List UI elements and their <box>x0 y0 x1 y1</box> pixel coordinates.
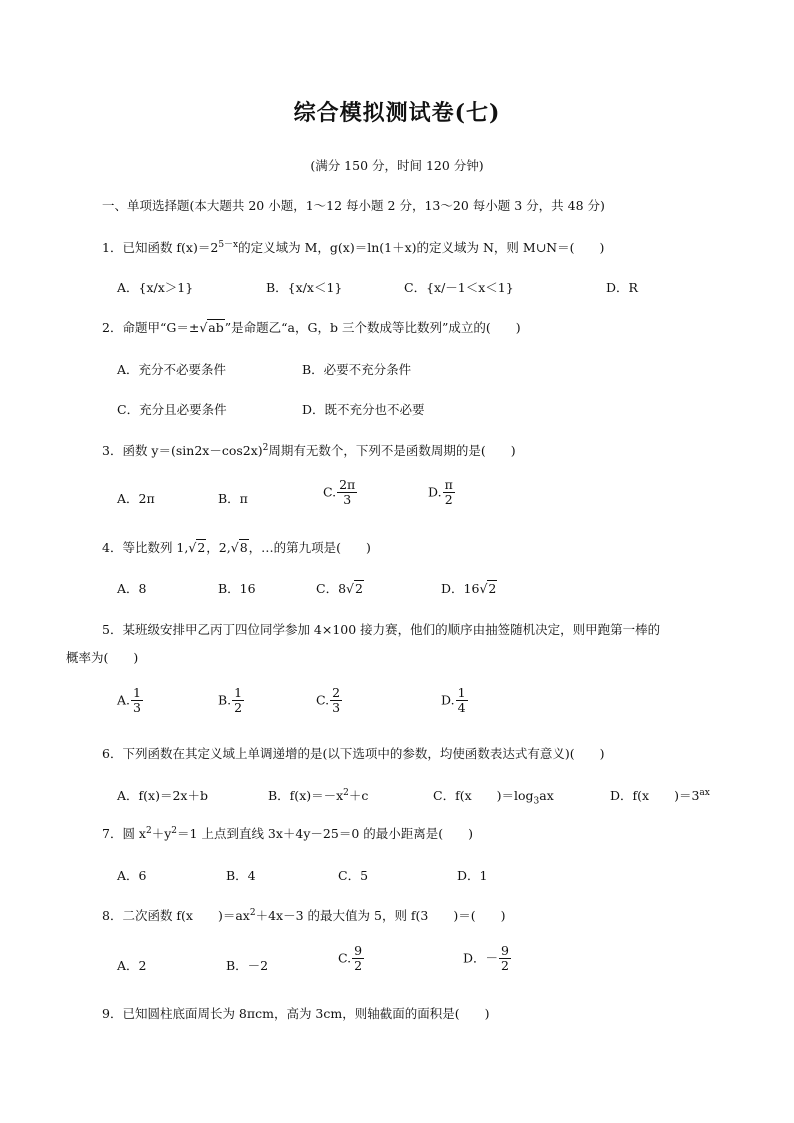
question-2-option-a: A．充分不必要条件 <box>117 362 227 377</box>
question-2-option-c: C．充分且必要条件 <box>117 402 227 417</box>
fraction: $\frac{2}{3}$ <box>332 685 341 716</box>
section-heading: 一、单项选择题(本大题共 20 小题，1～12 每小题 2 分，13～20 每小题 3 分，共 48 分) <box>102 198 605 213</box>
question-7-option-c: C．5 <box>338 868 369 883</box>
fraction: $\frac{1}{3}$ <box>133 685 141 716</box>
question-5-option-a: A. $\frac{1}{3}$ <box>117 685 141 716</box>
fraction: $\frac{9}{2}$ <box>354 943 363 974</box>
fraction: $\frac{9}{2}$ <box>501 943 509 974</box>
question-1-option-c: C．{x/－1＜x＜1} <box>404 280 514 295</box>
question-5-option-d: D. $\frac{1}{4}$ <box>441 685 466 716</box>
question-8-option-a: A．2 <box>117 958 147 973</box>
question-1-option-a: A．{x/x＞1} <box>117 280 194 295</box>
question-3-stem: 3．函数 $y=(\sin 2x-\cos 2x)^2$周期有无数个，下列不是函数周期的是( ) <box>102 442 516 458</box>
question-8-option-d: D．－ $\frac{9}{2}$ <box>463 943 509 974</box>
question-6-option-d: D．f(x )$=3^{ax}$ <box>610 787 710 803</box>
question-7-option-d: D．1 <box>457 868 488 883</box>
page-title: 综合模拟测试卷(七) <box>293 100 501 126</box>
question-4-option-c: C．8√2 <box>316 581 363 596</box>
question-1-option-b: B．{x/x＜1} <box>266 280 343 295</box>
question-3-option-d: D. $\frac{\pi}{2}$ <box>428 477 453 508</box>
question-2-option-d: D．既不充分也不必要 <box>302 402 425 417</box>
question-2-stem: 2．命题甲“G＝±√ab”是命题乙“a，G，b 三个数成等比数列”成立的( ) <box>102 320 521 335</box>
question-9-stem: 9．已知圆柱底面周长为 8πcm，高为 3cm，则轴截面的面积是( ) <box>102 1006 490 1021</box>
question-2-option-b: B．必要不充分条件 <box>302 362 412 377</box>
question-3-option-b: B．π <box>218 491 248 506</box>
question-1-option-d: D．R <box>606 280 638 295</box>
sqrt-ab: √ab <box>199 320 224 335</box>
question-3-option-c: C. $\frac{2\pi}{3}$ <box>323 477 356 508</box>
question-5-stem-line-1: 5．某班级安排甲乙丙丁四位同学参加 4×100 接力赛，他们的顺序由抽签随机决定，则甲跑第一棒的 <box>102 622 661 637</box>
question-8-option-b: B．－2 <box>226 958 269 973</box>
fraction: $\frac{1}{2}$ <box>234 685 243 716</box>
fraction: $\frac{1}{4}$ <box>457 685 466 716</box>
fraction: $\frac{2\pi}{3}$ <box>339 477 356 508</box>
question-7-option-a: A．6 <box>117 868 147 883</box>
question-3-option-a: A．2π <box>117 491 155 506</box>
question-4-option-b: B．16 <box>218 581 256 596</box>
question-7-stem: 7．圆 $x^2+y^2=1$ 上点到直线 3x＋4y－25＝0 的最小距离是( ) <box>102 825 474 841</box>
question-1-stem: 1．已知函数 $f(x)=2^{5-x}$的定义域为 M，g(x)＝ln(1＋x)的定义域为 N，则 M∪N＝( ) <box>102 240 605 256</box>
question-6-option-c: C．f(x )$=\log_3ax$ <box>433 788 554 807</box>
question-8-option-c: C. $\frac{9}{2}$ <box>338 943 363 974</box>
question-8-stem: 8．二次函数 f(x )$=ax^2+4x-3$ 的最大值为 5，则 f(3 )＝( ) <box>102 907 506 923</box>
question-5-option-c: C. $\frac{2}{3}$ <box>316 685 341 716</box>
question-5-option-b: B. $\frac{1}{2}$ <box>218 685 243 716</box>
question-7-option-b: B．4 <box>226 868 256 883</box>
question-6-option-b: B．$f(x)=-x^2+c$ <box>268 787 369 803</box>
question-4-option-d: D．16√2 <box>441 581 497 596</box>
sqrt-2: √2 <box>479 581 497 596</box>
question-4-stem: 4．等比数列 1,√2，2,√8，…的第九项是( ) <box>102 540 371 555</box>
sqrt-2: √2 <box>346 581 363 596</box>
question-5-stem-line-2: 概率为( ) <box>66 650 139 665</box>
question-6-option-a: A．f(x)＝2x＋b <box>117 788 208 803</box>
sqrt-2: √2 <box>188 540 206 555</box>
fraction: $\frac{\pi}{2}$ <box>444 477 453 508</box>
exam-subtitle: (满分 150 分，时间 120 分钟) <box>310 158 484 173</box>
question-6-stem: 6．下列函数在其定义域上单调递增的是(以下选项中的参数，均使函数表达式有意义)( ) <box>102 746 605 761</box>
sqrt-8: √8 <box>230 540 248 555</box>
question-4-option-a: A．8 <box>117 581 147 596</box>
